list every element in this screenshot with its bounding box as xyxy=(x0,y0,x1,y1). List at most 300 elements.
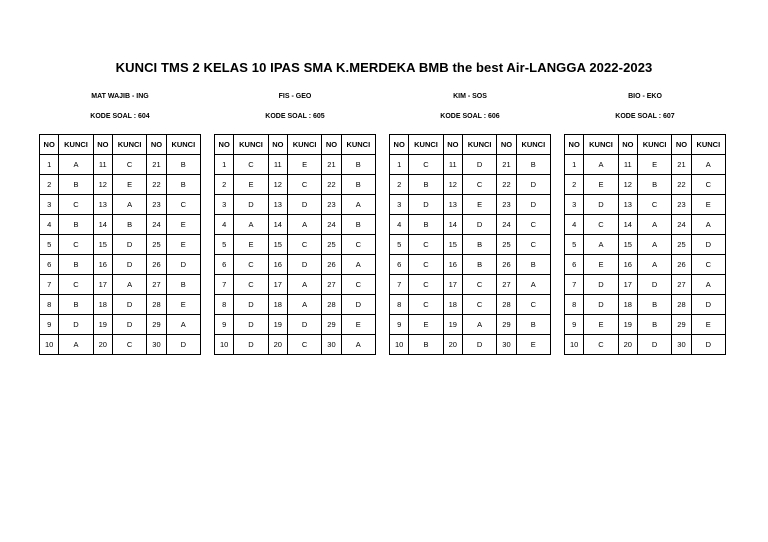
answer-key: C xyxy=(691,175,725,195)
answer-key: B xyxy=(59,295,93,315)
question-number: 19 xyxy=(443,315,462,335)
question-number: 21 xyxy=(497,155,516,175)
question-number: 27 xyxy=(322,275,341,295)
question-number: 6 xyxy=(565,255,584,275)
answer-key: E xyxy=(584,255,618,275)
question-number: 11 xyxy=(93,155,112,175)
answer-key: D xyxy=(584,195,618,215)
answer-key: A xyxy=(341,195,375,215)
question-number: 2 xyxy=(215,175,234,195)
header-kunci: KUNCI xyxy=(234,135,268,155)
subject-label: MAT WAJIB - ING xyxy=(91,93,149,100)
table-row xyxy=(390,295,551,315)
answer-key: C xyxy=(462,175,496,195)
answer-key: D xyxy=(341,295,375,315)
answer-key: C xyxy=(637,195,671,215)
table-row xyxy=(565,255,726,275)
answer-key: B xyxy=(112,215,146,235)
answer-key: D xyxy=(112,315,146,335)
question-number: 21 xyxy=(672,155,691,175)
header-row xyxy=(565,135,726,155)
answer-key-block-fis-geo xyxy=(214,92,376,355)
answer-key: D xyxy=(234,315,268,335)
question-number: 2 xyxy=(40,175,59,195)
question-number: 30 xyxy=(497,335,516,355)
table-row xyxy=(215,215,376,235)
answer-key: D xyxy=(287,255,321,275)
question-number: 10 xyxy=(40,335,59,355)
question-number: 28 xyxy=(147,295,166,315)
header-kunci: KUNCI xyxy=(462,135,496,155)
answer-key: E xyxy=(166,235,200,255)
question-number: 15 xyxy=(618,235,637,255)
question-number: 25 xyxy=(322,235,341,255)
answer-key: D xyxy=(462,215,496,235)
header-no: NO xyxy=(93,135,112,155)
question-number: 30 xyxy=(322,335,341,355)
question-number: 25 xyxy=(147,235,166,255)
answer-key: D xyxy=(234,195,268,215)
question-number: 16 xyxy=(93,255,112,275)
answer-key: E xyxy=(234,235,268,255)
header-kunci: KUNCI xyxy=(409,135,443,155)
question-number: 13 xyxy=(93,195,112,215)
answer-key: C xyxy=(112,155,146,175)
answer-key: B xyxy=(462,255,496,275)
answer-key-table xyxy=(39,134,201,355)
answer-key: C xyxy=(166,195,200,215)
question-number: 27 xyxy=(672,275,691,295)
question-number: 19 xyxy=(93,315,112,335)
question-number: 16 xyxy=(443,255,462,275)
answer-key: C xyxy=(409,295,443,315)
question-number: 7 xyxy=(390,275,409,295)
table-row xyxy=(390,335,551,355)
question-number: 20 xyxy=(618,335,637,355)
question-number: 18 xyxy=(618,295,637,315)
question-number: 8 xyxy=(565,295,584,315)
answer-key: A xyxy=(584,155,618,175)
question-number: 9 xyxy=(215,315,234,335)
header-no: NO xyxy=(147,135,166,155)
question-number: 12 xyxy=(268,175,287,195)
kode-soal-label: KODE SOAL : 605 xyxy=(265,113,325,120)
question-number: 22 xyxy=(497,175,516,195)
question-number: 21 xyxy=(147,155,166,175)
header-no: NO xyxy=(390,135,409,155)
answer-key: A xyxy=(112,275,146,295)
answer-key: C xyxy=(516,215,550,235)
answer-key: A xyxy=(691,275,725,295)
table-row xyxy=(565,335,726,355)
question-number: 6 xyxy=(40,255,59,275)
question-number: 23 xyxy=(497,195,516,215)
answer-key: C xyxy=(409,235,443,255)
subject-label: BIO - EKO xyxy=(628,93,662,100)
table-row xyxy=(215,255,376,275)
answer-key: A xyxy=(234,215,268,235)
answer-key: A xyxy=(341,255,375,275)
answer-key: D xyxy=(287,315,321,335)
question-number: 26 xyxy=(147,255,166,275)
answer-key: C xyxy=(287,235,321,255)
question-number: 28 xyxy=(322,295,341,315)
question-number: 29 xyxy=(322,315,341,335)
question-number: 17 xyxy=(443,275,462,295)
answer-key: E xyxy=(691,315,725,335)
question-number: 30 xyxy=(672,335,691,355)
question-number: 11 xyxy=(618,155,637,175)
answer-key: B xyxy=(166,155,200,175)
answer-key: D xyxy=(637,335,671,355)
answer-key: D xyxy=(462,155,496,175)
header-kunci: KUNCI xyxy=(691,135,725,155)
question-number: 15 xyxy=(268,235,287,255)
answer-key-block-bio-eko xyxy=(564,92,726,355)
question-number: 19 xyxy=(268,315,287,335)
answer-key: A xyxy=(691,155,725,175)
table-row xyxy=(390,215,551,235)
question-number: 18 xyxy=(268,295,287,315)
question-number: 9 xyxy=(565,315,584,335)
question-number: 24 xyxy=(672,215,691,235)
answer-key: B xyxy=(637,175,671,195)
header-no: NO xyxy=(618,135,637,155)
answer-key: C xyxy=(59,275,93,295)
table-row xyxy=(40,155,201,175)
answer-key: D xyxy=(691,235,725,255)
answer-key: C xyxy=(287,175,321,195)
answer-key: C xyxy=(584,335,618,355)
answer-key: D xyxy=(584,295,618,315)
table-row xyxy=(40,315,201,335)
answer-key: C xyxy=(341,275,375,295)
question-number: 8 xyxy=(215,295,234,315)
question-number: 8 xyxy=(390,295,409,315)
header-kunci: KUNCI xyxy=(584,135,618,155)
header-no: NO xyxy=(215,135,234,155)
question-number: 20 xyxy=(93,335,112,355)
answer-key: E xyxy=(516,335,550,355)
question-number: 12 xyxy=(618,175,637,195)
answer-key: C xyxy=(409,255,443,275)
answer-key: B xyxy=(59,175,93,195)
answer-key: B xyxy=(637,315,671,335)
answer-key: D xyxy=(691,335,725,355)
header-no: NO xyxy=(497,135,516,155)
answer-key: B xyxy=(409,215,443,235)
answer-key: E xyxy=(409,315,443,335)
question-number: 6 xyxy=(390,255,409,275)
answer-key: A xyxy=(287,215,321,235)
answer-key-table xyxy=(564,134,726,355)
answer-key: B xyxy=(409,335,443,355)
answer-key: E xyxy=(584,315,618,335)
answer-key: B xyxy=(516,315,550,335)
answer-key: A xyxy=(691,215,725,235)
table-row xyxy=(565,155,726,175)
question-number: 22 xyxy=(147,175,166,195)
question-number: 29 xyxy=(672,315,691,335)
question-number: 15 xyxy=(93,235,112,255)
header-kunci: KUNCI xyxy=(287,135,321,155)
table-row xyxy=(390,315,551,335)
answer-key: C xyxy=(234,255,268,275)
question-number: 23 xyxy=(147,195,166,215)
kode-soal-label: KODE SOAL : 607 xyxy=(615,113,675,120)
question-number: 22 xyxy=(322,175,341,195)
table-row xyxy=(215,335,376,355)
question-number: 10 xyxy=(565,335,584,355)
question-number: 17 xyxy=(93,275,112,295)
answer-key: A xyxy=(584,235,618,255)
answer-key: D xyxy=(166,255,200,275)
question-number: 3 xyxy=(390,195,409,215)
header-kunci: KUNCI xyxy=(59,135,93,155)
question-number: 4 xyxy=(565,215,584,235)
answer-key: C xyxy=(59,195,93,215)
answer-key: C xyxy=(462,275,496,295)
question-number: 14 xyxy=(93,215,112,235)
table-row xyxy=(215,195,376,215)
answer-key: D xyxy=(462,335,496,355)
answer-key: C xyxy=(516,295,550,315)
answer-key-table xyxy=(214,134,376,355)
answer-key: C xyxy=(287,335,321,355)
question-number: 2 xyxy=(565,175,584,195)
question-number: 7 xyxy=(215,275,234,295)
answer-key: E xyxy=(584,175,618,195)
answer-key: C xyxy=(516,235,550,255)
answer-key: C xyxy=(234,155,268,175)
question-number: 24 xyxy=(147,215,166,235)
answer-key: C xyxy=(584,215,618,235)
table-row xyxy=(40,275,201,295)
answer-key: B xyxy=(637,295,671,315)
table-row xyxy=(565,175,726,195)
answer-key: D xyxy=(516,195,550,215)
answer-key: D xyxy=(234,335,268,355)
answer-key: D xyxy=(59,315,93,335)
answer-key: B xyxy=(59,215,93,235)
answer-key: A xyxy=(341,335,375,355)
header-kunci: KUNCI xyxy=(112,135,146,155)
answer-key: D xyxy=(112,255,146,275)
answer-key: C xyxy=(234,275,268,295)
table-row xyxy=(215,155,376,175)
answer-key: C xyxy=(409,275,443,295)
question-number: 5 xyxy=(215,235,234,255)
answer-key: E xyxy=(234,175,268,195)
header-row xyxy=(390,135,551,155)
answer-key: B xyxy=(341,175,375,195)
table-row xyxy=(40,175,201,195)
table-row xyxy=(390,275,551,295)
question-number: 11 xyxy=(443,155,462,175)
question-number: 6 xyxy=(215,255,234,275)
answer-key: E xyxy=(166,215,200,235)
answer-key: D xyxy=(112,295,146,315)
header-no: NO xyxy=(672,135,691,155)
question-number: 12 xyxy=(93,175,112,195)
question-number: 14 xyxy=(618,215,637,235)
question-number: 12 xyxy=(443,175,462,195)
table-row xyxy=(215,275,376,295)
question-number: 10 xyxy=(215,335,234,355)
answer-key: C xyxy=(112,335,146,355)
question-number: 16 xyxy=(268,255,287,275)
answer-key: D xyxy=(584,275,618,295)
question-number: 26 xyxy=(322,255,341,275)
question-number: 16 xyxy=(618,255,637,275)
answer-key: A xyxy=(637,235,671,255)
answer-key-block-mat-ing xyxy=(39,92,201,355)
header-no: NO xyxy=(268,135,287,155)
answer-key: B xyxy=(462,235,496,255)
table-row xyxy=(390,155,551,175)
answer-key: A xyxy=(516,275,550,295)
answer-key: D xyxy=(234,295,268,315)
question-number: 19 xyxy=(618,315,637,335)
answer-key: E xyxy=(166,295,200,315)
question-number: 18 xyxy=(443,295,462,315)
table-row xyxy=(565,275,726,295)
kode-soal-label: KODE SOAL : 606 xyxy=(440,113,500,120)
question-number: 14 xyxy=(443,215,462,235)
answer-key: E xyxy=(112,175,146,195)
question-number: 29 xyxy=(497,315,516,335)
table-row xyxy=(390,255,551,275)
answer-key-table xyxy=(389,134,551,355)
answer-key: A xyxy=(112,195,146,215)
answer-key: A xyxy=(166,315,200,335)
header-kunci: KUNCI xyxy=(637,135,671,155)
subject-label: FIS - GEO xyxy=(278,93,312,100)
answer-key: C xyxy=(462,295,496,315)
question-number: 24 xyxy=(497,215,516,235)
table-row xyxy=(390,175,551,195)
question-number: 20 xyxy=(443,335,462,355)
table-row xyxy=(215,295,376,315)
question-number: 5 xyxy=(40,235,59,255)
question-number: 8 xyxy=(40,295,59,315)
answer-key: D xyxy=(637,275,671,295)
page-title: KUNCI TMS 2 KELAS 10 IPAS SMA K.MERDEKA BMB the best Air-LANGGA 2022-2023 xyxy=(115,60,653,75)
header-no: NO xyxy=(40,135,59,155)
question-number: 15 xyxy=(443,235,462,255)
question-number: 24 xyxy=(322,215,341,235)
answer-key: D xyxy=(112,235,146,255)
answer-key: B xyxy=(516,255,550,275)
question-number: 17 xyxy=(268,275,287,295)
answer-key: D xyxy=(287,195,321,215)
answer-key: E xyxy=(691,195,725,215)
question-number: 4 xyxy=(40,215,59,235)
table-row xyxy=(40,235,201,255)
answer-key: A xyxy=(637,255,671,275)
table-row xyxy=(40,255,201,275)
header-kunci: KUNCI xyxy=(341,135,375,155)
question-number: 5 xyxy=(390,235,409,255)
answer-key: C xyxy=(341,235,375,255)
subject-label: KIM - SOS xyxy=(453,93,487,100)
answer-key: A xyxy=(287,275,321,295)
answer-key: E xyxy=(287,155,321,175)
answer-key: E xyxy=(341,315,375,335)
question-number: 23 xyxy=(672,195,691,215)
question-number: 11 xyxy=(268,155,287,175)
answer-key: B xyxy=(166,175,200,195)
header-no: NO xyxy=(443,135,462,155)
table-row xyxy=(565,315,726,335)
table-row xyxy=(40,215,201,235)
kode-soal-label: KODE SOAL : 604 xyxy=(90,113,150,120)
table-row xyxy=(40,295,201,315)
question-number: 13 xyxy=(268,195,287,215)
answer-key: D xyxy=(166,335,200,355)
answer-key: A xyxy=(59,155,93,175)
answer-key: E xyxy=(462,195,496,215)
question-number: 18 xyxy=(93,295,112,315)
answer-key: A xyxy=(637,215,671,235)
question-number: 28 xyxy=(497,295,516,315)
answer-key: A xyxy=(287,295,321,315)
question-number: 27 xyxy=(147,275,166,295)
table-row xyxy=(565,195,726,215)
answer-key: B xyxy=(341,215,375,235)
answer-key: B xyxy=(409,175,443,195)
answer-key: C xyxy=(409,155,443,175)
table-row xyxy=(565,295,726,315)
question-number: 22 xyxy=(672,175,691,195)
header-row xyxy=(40,135,201,155)
question-number: 3 xyxy=(565,195,584,215)
question-number: 25 xyxy=(497,235,516,255)
answer-key: B xyxy=(59,255,93,275)
question-number: 26 xyxy=(672,255,691,275)
question-number: 1 xyxy=(565,155,584,175)
question-number: 26 xyxy=(497,255,516,275)
table-row xyxy=(215,175,376,195)
question-number: 13 xyxy=(443,195,462,215)
answer-key: B xyxy=(341,155,375,175)
question-number: 9 xyxy=(390,315,409,335)
question-number: 28 xyxy=(672,295,691,315)
question-number: 7 xyxy=(40,275,59,295)
question-number: 17 xyxy=(618,275,637,295)
question-number: 25 xyxy=(672,235,691,255)
question-number: 2 xyxy=(390,175,409,195)
question-number: 10 xyxy=(390,335,409,355)
table-row xyxy=(565,235,726,255)
header-row xyxy=(215,135,376,155)
answer-key: C xyxy=(691,255,725,275)
question-number: 5 xyxy=(565,235,584,255)
question-number: 1 xyxy=(40,155,59,175)
answer-key: A xyxy=(462,315,496,335)
answer-key: C xyxy=(59,235,93,255)
question-number: 4 xyxy=(390,215,409,235)
header-kunci: KUNCI xyxy=(166,135,200,155)
question-number: 3 xyxy=(215,195,234,215)
answer-key: D xyxy=(409,195,443,215)
question-number: 30 xyxy=(147,335,166,355)
question-number: 21 xyxy=(322,155,341,175)
header-kunci: KUNCI xyxy=(516,135,550,155)
answer-key: A xyxy=(59,335,93,355)
answer-key: E xyxy=(637,155,671,175)
answer-key: B xyxy=(166,275,200,295)
